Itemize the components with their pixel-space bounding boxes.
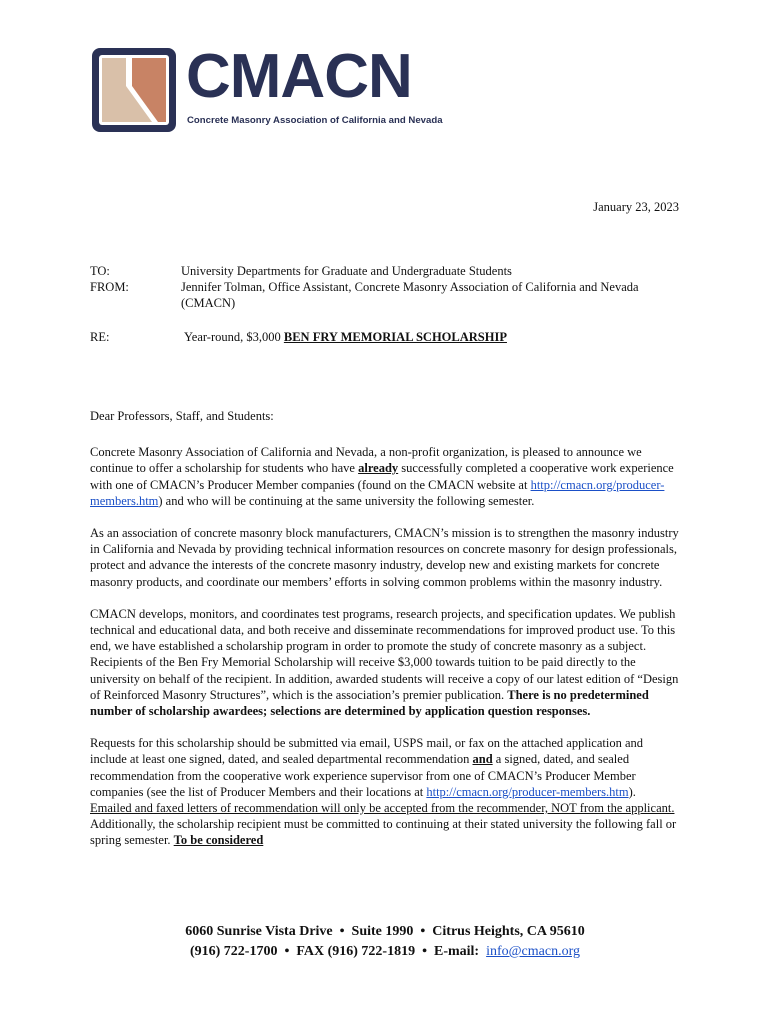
- cmacn-logo-mark-icon: [90, 46, 178, 134]
- letter-date: January 23, 2023: [593, 200, 679, 214]
- footer-address: 6060 Sunrise Vista Drive • Suite 1990 • Citrus Heights, CA 95610: [185, 924, 585, 939]
- salutation: Dear Professors, Staff, and Students:: [90, 409, 274, 423]
- paragraph-1-text-2: successfully completed a cooperative work experience with one of CMACN’s Producer Member companies (found on the CMACN website at: [90, 461, 674, 492]
- to-value: University Departments for Graduate and Undergraduate Students: [181, 264, 512, 278]
- paragraph-1-text-3: ) and who will be continuing at the same university the following semester.: [158, 493, 535, 508]
- paragraph-1-text: Concrete Masonry Association of California and Nevada, a non-profit organization, is pleased to announce we continue to offer a scholarship for students who have: [90, 445, 642, 476]
- footer-contact: [0, 942, 770, 962]
- from-value: Jennifer Tolman, Office Assistant, Concrete Masonry Association of California and Nevada (CMACN): [181, 280, 639, 310]
- emphasis-and: and: [472, 752, 493, 767]
- to-label: TO:: [90, 264, 110, 278]
- paragraph-4: [90, 735, 680, 848]
- paragraph-4-text: Requests for this scholarship should be submitted via email, USPS mail, or fax on the attached application and include at least one signed, dated, and sealed departmental recommendation: [90, 736, 644, 767]
- paragraph-3-text: CMACN develops, monitors, and coordinates test programs, research projects, and specification updates. We publish technical and educational data, and both receive and disseminate recommendations for improved product use. To this end, we have established a scholarship program in order to promote the study of concrete masonry as a subject. Recipients of the Ben Fry Memorial Scholarship will receive $3,000 towards tuition to be paid directly to the university on behalf of the recipient. In addition, awarded students will receive a copy of our latest edition of “Design of Reinforced Masonry Structures”, which is the association’s premier publication.: [90, 606, 679, 702]
- logo-subtitle: Concrete Masonry Association of California and Nevada: [187, 115, 443, 126]
- footer: [0, 922, 770, 962]
- from-label: FROM:: [90, 280, 129, 294]
- footer-phone-fax: (916) 722-1700 • FAX (916) 722-1819 • E-mail:: [189, 944, 487, 959]
- scholarship-title: BEN FRY MEMORIAL SCHOLARSHIP: [283, 330, 507, 344]
- memo-header: [90, 263, 680, 353]
- paragraph-4-text-4: Additionally, the scholarship recipient must be committed to continuing at their stated university the following fall or spring semester.: [90, 817, 677, 848]
- letter-body: [90, 408, 680, 849]
- re-label: RE:: [90, 330, 110, 344]
- re-prefix: Year-round, $3,000: [184, 330, 284, 344]
- re-value: [184, 329, 664, 345]
- emphasis-already: already: [358, 461, 399, 476]
- email-link[interactable]: info@cmacn.org: [486, 944, 580, 959]
- paragraph-3-bold: There is no predetermined number of scholarship awardees; selections are determined by application question responses.: [90, 687, 649, 719]
- paragraph-2: As an association of concrete masonry block manufacturers, CMACN’s mission is to strengthen the masonry industry in California and Nevada by providing technical information resources on concrete masonry for design professionals, protect and advance the interests of the concrete masonry industry, develop new and existing markets for concrete masonry products, and coordinate our members’ efforts in solving common problems within the masonry industry.: [90, 526, 679, 589]
- producer-members-link[interactable]: http://cmacn.org/producer-members.htm: [90, 477, 665, 508]
- cmacn-logo: [90, 44, 460, 136]
- recommendation-note: Emailed and faxed letters of recommendation will only be accepted from the recommender, NOT from the applicant.: [90, 801, 675, 816]
- paragraph-4-text-2: a signed, dated, and sealed recommendation from the cooperative work experience supervisor from one of CMACN’s Producer Member companies (see the list of Producer Members and their locations at: [90, 752, 636, 799]
- to-be-considered: To be considered: [173, 833, 264, 848]
- paragraph-1: [90, 444, 680, 509]
- producer-members-link-2[interactable]: http://cmacn.org/producer-members.htm: [426, 784, 629, 799]
- logo-wordmark: CMACN: [186, 42, 412, 111]
- paragraph-4-text-3: ).: [628, 784, 636, 799]
- paragraph-3: [90, 606, 680, 719]
